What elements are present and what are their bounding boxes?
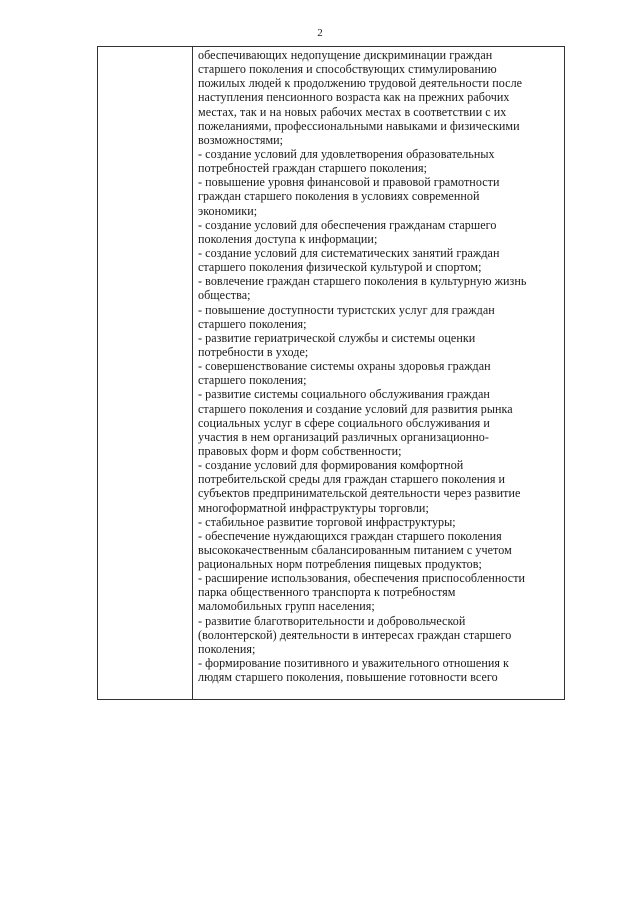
- text-line: рациональных норм потребления пищевых продуктов;: [198, 557, 482, 572]
- table-left-column: [98, 47, 193, 699]
- text-line: - стабильное развитие торговой инфраструктуры;: [198, 514, 456, 529]
- text-line: правовых форм и форм собственности;: [198, 443, 402, 458]
- text-line: старшего поколения;: [198, 373, 307, 388]
- text-line: обеспечивающих недопущение дискриминации граждан: [198, 48, 493, 62]
- text-line: поколения доступа к информации;: [198, 231, 378, 246]
- text-line: старшего поколения и создание условий для развития рынка: [198, 401, 513, 416]
- text-line: - создание условий для формирования комфортной: [198, 458, 464, 473]
- text-line: старшего поколения и способствующих стимулированию: [198, 62, 497, 77]
- text-line: высококачественным сбалансированным питанием с учетом: [198, 542, 512, 557]
- text-line: субъектов предпринимательской деятельности через развитие: [198, 486, 521, 501]
- text-line: маломобильных групп населения;: [198, 599, 375, 614]
- page-number: 2: [317, 27, 323, 39]
- text-line: - развитие благотворительности и добровольческой: [198, 613, 466, 628]
- text-line: - создание условий для обеспечения гражданам старшего: [198, 217, 497, 232]
- text-line: социальных услуг в сфере социального обслуживания и: [198, 415, 490, 430]
- text-line: - расширение использования, обеспечения приспособленности: [198, 571, 526, 586]
- text-line: - повышение уровня финансовой и правовой грамотности: [198, 175, 500, 190]
- text-line: возможностями;: [198, 132, 284, 147]
- text-line: старшего поколения физической культурой и спортом;: [198, 260, 482, 275]
- text-line: - создание условий для удовлетворения образовательных: [198, 146, 495, 161]
- text-line: - развитие системы социального обслуживания граждан: [198, 387, 490, 402]
- text-line: - развитие гериатрической службы и системы оценки: [198, 330, 476, 345]
- text-line: наступления пенсионного возраста как на прежних рабочих: [198, 90, 510, 105]
- text-line: пожеланиями, профессиональными навыками и физическими: [198, 118, 520, 133]
- text-line: общества;: [198, 288, 251, 303]
- text-line: - создание условий для систематических занятий граждан: [198, 245, 500, 260]
- text-line: - формирование позитивного и уважительного отношения к: [198, 656, 509, 671]
- text-line: экономики;: [198, 203, 258, 218]
- document-table: [97, 46, 565, 700]
- text-line: старшего поколения;: [198, 316, 307, 331]
- text-line: местах, так и на новых рабочих местах в соответствии с их: [198, 104, 507, 119]
- text-line: - обеспечение нуждающихся граждан старшего поколения: [198, 528, 502, 543]
- text-line: потребительской среды для граждан старшего поколения и: [198, 472, 506, 487]
- text-line: людям старшего поколения, повышение готовности всего: [198, 670, 498, 685]
- text-line: пожилых людей к продолжению трудовой деятельности после: [198, 76, 523, 91]
- text-line: парка общественного транспорта к потребностям: [198, 585, 456, 600]
- text-line: - совершенствование системы охраны здоровья граждан: [198, 359, 491, 374]
- text-line: (волонтерской) деятельности в интересах граждан старшего: [198, 627, 512, 642]
- text-line: потребностей граждан старшего поколения;: [198, 161, 428, 176]
- text-line: потребности в уходе;: [198, 344, 309, 359]
- text-line: многоформатной инфраструктуры торговли;: [198, 500, 429, 515]
- text-line: - повышение доступности туристских услуг для граждан: [198, 302, 495, 317]
- table-right-column: [198, 48, 564, 698]
- text-line: поколения;: [198, 641, 256, 656]
- text-line: участия в нем организаций различных организационно-: [198, 429, 489, 444]
- text-line: граждан старшего поколения в условиях современной: [198, 189, 480, 204]
- text-line: - вовлечение граждан старшего поколения в культурную жизнь: [198, 274, 527, 289]
